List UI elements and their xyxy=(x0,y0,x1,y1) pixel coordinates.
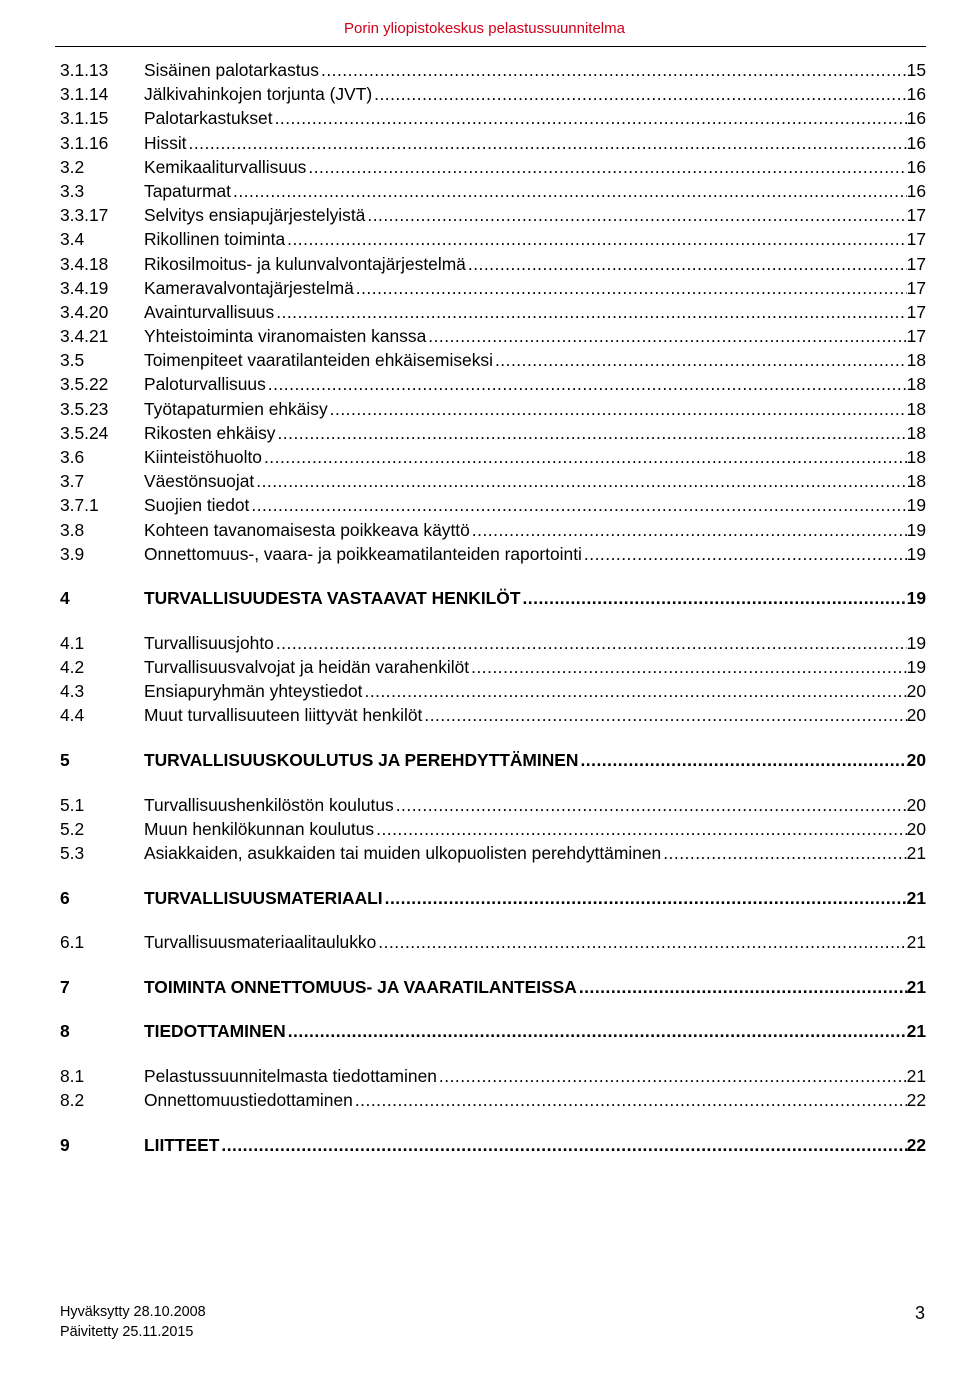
toc-leader xyxy=(362,681,906,702)
toc-number: 3.4.19 xyxy=(60,277,109,298)
toc-leader xyxy=(577,977,907,998)
toc-entry[interactable] xyxy=(60,1066,926,1090)
toc-title: Kohteen tavanomaisesta poikkeava käyttö xyxy=(144,519,470,540)
toc-entry[interactable] xyxy=(60,843,926,867)
toc-page: 21 xyxy=(906,976,926,997)
toc-number: 3.1.13 xyxy=(60,60,109,80)
toc-page: 17 xyxy=(906,229,926,250)
toc-title: Pelastussuunnitelmasta tiedottaminen xyxy=(144,1065,437,1086)
toc-number: 3.5.22 xyxy=(60,374,109,395)
toc-title: Rikosten ehkäisy xyxy=(144,422,276,443)
toc-entry[interactable] xyxy=(60,254,926,278)
toc-entry[interactable] xyxy=(60,278,926,302)
toc-title: Turvallisuushenkilöstön koulutus xyxy=(144,794,394,815)
toc-page: 18 xyxy=(906,374,926,395)
toc-chapter[interactable] xyxy=(60,888,926,912)
toc-page: 20 xyxy=(906,750,926,771)
toc-leader xyxy=(319,60,907,81)
toc-title: Sisäinen palotarkastus xyxy=(144,60,319,80)
toc-page: 21 xyxy=(906,1065,926,1086)
toc-number: 3.5 xyxy=(60,350,85,371)
toc-title: Turvallisuusjohto xyxy=(144,632,274,653)
toc-entry[interactable] xyxy=(60,229,926,253)
toc-chapter[interactable] xyxy=(60,1135,926,1159)
toc-page: 16 xyxy=(906,108,926,129)
toc-title: Kameravalvontajärjestelmä xyxy=(144,277,354,298)
toc-number: 4.4 xyxy=(60,705,85,726)
toc-entry[interactable] xyxy=(60,157,926,181)
toc-title: TURVALLISUUDESTA VASTAAVAT HENKILÖT xyxy=(144,588,521,609)
toc-leader xyxy=(493,350,907,371)
toc-page: 19 xyxy=(906,519,926,540)
header-title: Porin yliopistokeskus pelastussuunnitelma xyxy=(344,20,625,37)
toc-number: 3.1.14 xyxy=(60,84,109,105)
toc-page: 17 xyxy=(906,301,926,322)
toc-page: 17 xyxy=(906,277,926,298)
toc-leader xyxy=(470,520,907,541)
toc-title: Ensiapuryhmän yhteystiedot xyxy=(144,681,363,702)
toc-number: 3.4.18 xyxy=(60,253,109,274)
toc-title: Tapaturmat xyxy=(144,180,231,201)
toc-entry[interactable] xyxy=(60,423,926,447)
toc-number: 4.3 xyxy=(60,681,85,702)
toc-entry[interactable] xyxy=(60,471,926,495)
toc-page: 18 xyxy=(906,471,926,492)
toc-title: Paloturvallisuus xyxy=(144,374,266,395)
toc-leader xyxy=(274,302,906,323)
toc-leader xyxy=(661,843,906,864)
toc-leader xyxy=(286,1021,907,1042)
toc-entry[interactable] xyxy=(60,399,926,423)
toc-number: 8 xyxy=(60,1021,70,1042)
toc-leader xyxy=(374,819,907,840)
toc-entry[interactable] xyxy=(60,447,926,471)
toc-leader xyxy=(328,399,907,420)
toc-title: TOIMINTA ONNETTOMUUS- JA VAARATILANTEISSA xyxy=(144,976,577,997)
page-number: 3 xyxy=(914,1303,925,1323)
toc-number: 3.7.1 xyxy=(60,495,99,516)
toc-chapter[interactable] xyxy=(60,588,926,612)
toc-entry[interactable] xyxy=(60,819,926,843)
toc-page: 21 xyxy=(906,1021,926,1042)
toc-leader xyxy=(273,108,907,129)
toc-entry[interactable] xyxy=(60,795,926,819)
toc-page: 17 xyxy=(906,253,926,274)
toc-leader xyxy=(262,447,907,468)
toc-leader xyxy=(422,705,906,726)
toc-page: 20 xyxy=(906,818,926,839)
toc-title: Yhteistoiminta viranomaisten kanssa xyxy=(144,326,427,347)
toc-entry[interactable] xyxy=(60,495,926,519)
toc-page: 18 xyxy=(906,398,926,419)
toc-number: 3.4 xyxy=(60,229,85,250)
toc-number: 3.9 xyxy=(60,543,85,564)
toc-title: TURVALLISUUSKOULUTUS JA PEREHDYTTÄMINEN xyxy=(144,750,579,771)
toc-leader xyxy=(354,278,907,299)
toc-title: Työtapaturmien ehkäisy xyxy=(144,398,328,419)
toc-number: 4.1 xyxy=(60,632,85,653)
toc-leader xyxy=(582,544,907,565)
toc-entry[interactable] xyxy=(60,520,926,544)
toc-leader xyxy=(266,374,907,395)
header-rule xyxy=(55,46,926,47)
toc-number: 3.7 xyxy=(60,471,85,492)
toc-page: 20 xyxy=(906,705,926,726)
toc-number: 3.3 xyxy=(60,180,85,201)
toc-page: 18 xyxy=(906,422,926,443)
toc-entry[interactable] xyxy=(60,205,926,229)
toc-entry[interactable] xyxy=(60,374,926,398)
toc-number: 3.8 xyxy=(60,519,85,540)
toc-entry[interactable] xyxy=(60,181,926,205)
toc-leader xyxy=(426,326,906,347)
toc-number: 3.4.21 xyxy=(60,326,109,347)
toc-title: Rikollinen toiminta xyxy=(144,229,286,250)
toc-page: 19 xyxy=(906,543,926,564)
toc-number: 3.5.23 xyxy=(60,398,109,419)
toc-title: Väestönsuojat xyxy=(144,471,255,492)
toc-number: 7 xyxy=(60,976,70,997)
toc-page: 21 xyxy=(906,843,926,863)
toc-title: Toimenpiteet vaaratilanteiden ehkäisemiseksi xyxy=(144,350,493,371)
toc-chapter[interactable] xyxy=(60,977,926,1001)
toc-page: 21 xyxy=(906,932,926,953)
toc-number: 3.1.16 xyxy=(60,132,109,153)
toc-entry[interactable] xyxy=(60,681,926,705)
toc-title: Onnettomuustiedottaminen xyxy=(144,1090,353,1111)
toc-leader xyxy=(394,795,907,816)
toc-entry[interactable] xyxy=(60,932,926,956)
toc-page: 15 xyxy=(906,60,926,80)
toc-title: TIEDOTTAMINEN xyxy=(144,1021,286,1042)
toc-title: Muut turvallisuuteen liittyvät henkilöt xyxy=(144,705,423,726)
toc-page: 17 xyxy=(906,326,926,347)
toc-number: 3.1.15 xyxy=(60,108,109,129)
toc-leader xyxy=(285,229,907,250)
toc-leader xyxy=(469,657,907,678)
toc-entry[interactable] xyxy=(60,133,926,157)
toc-page: 22 xyxy=(906,1134,926,1155)
table-of-contents xyxy=(60,60,926,1159)
updated-date: Päivitetty 25.11.2015 xyxy=(60,1324,194,1340)
toc-title: Jälkivahinkojen torjunta (JVT) xyxy=(144,84,373,105)
toc-leader xyxy=(376,932,906,953)
toc-chapter[interactable] xyxy=(60,1021,926,1045)
toc-title: LIITTEET xyxy=(144,1134,220,1155)
toc-leader xyxy=(372,84,907,105)
toc-entry[interactable] xyxy=(60,350,926,374)
toc-number: 3.5.24 xyxy=(60,422,109,443)
toc-leader xyxy=(219,1135,906,1156)
toc-title: Kiinteistöhuolto xyxy=(144,447,262,467)
toc-number: 8.1 xyxy=(60,1065,85,1086)
toc-entry[interactable] xyxy=(60,633,926,657)
toc-leader xyxy=(353,1090,907,1111)
toc-entry[interactable] xyxy=(60,84,926,108)
toc-title: Hissit xyxy=(144,132,187,153)
toc-title: Onnettomuus-, vaara- ja poikkeamatilanteiden raportointi xyxy=(144,543,582,564)
toc-number: 3.6 xyxy=(60,447,85,467)
toc-page: 18 xyxy=(906,447,926,467)
toc-number: 5.1 xyxy=(60,794,85,815)
toc-leader xyxy=(231,181,907,202)
toc-title: TURVALLISUUSMATERIAALI xyxy=(144,887,383,908)
toc-page: 19 xyxy=(906,657,926,678)
toc-title: Asiakkaiden, asukkaiden tai muiden ulkopuolisten perehdyttäminen xyxy=(144,843,662,863)
toc-number: 4.2 xyxy=(60,657,85,678)
toc-entry[interactable] xyxy=(60,705,926,729)
toc-page: 22 xyxy=(906,1090,926,1111)
toc-number: 3.4.20 xyxy=(60,301,109,322)
toc-page: 16 xyxy=(906,132,926,153)
toc-number: 6.1 xyxy=(60,932,85,953)
toc-number: 5 xyxy=(60,750,70,771)
toc-entry[interactable] xyxy=(60,326,926,350)
toc-page: 19 xyxy=(906,495,926,516)
toc-leader xyxy=(274,633,907,654)
toc-page: 20 xyxy=(906,681,926,702)
toc-leader xyxy=(275,423,906,444)
toc-leader xyxy=(466,254,907,275)
toc-leader xyxy=(249,495,906,516)
toc-title: Rikosilmoitus- ja kulunvalvontajärjestelmä xyxy=(144,253,466,274)
toc-number: 5.3 xyxy=(60,843,85,863)
toc-title: Suojien tiedot xyxy=(144,495,250,516)
approved-date: Hyväksytty 28.10.2008 xyxy=(60,1304,206,1320)
toc-leader xyxy=(437,1066,907,1087)
toc-leader xyxy=(383,888,907,909)
toc-number: 8.2 xyxy=(60,1090,85,1111)
toc-entry[interactable] xyxy=(60,60,926,84)
toc-leader xyxy=(365,205,906,226)
toc-leader xyxy=(520,588,906,609)
toc-title: Turvallisuusvalvojat ja heidän varahenkilöt xyxy=(144,657,470,678)
toc-title: Muun henkilökunnan koulutus xyxy=(144,818,375,839)
toc-leader xyxy=(254,471,906,492)
toc-title: Selvitys ensiapujärjestelyistä xyxy=(144,205,366,226)
toc-number: 3.2 xyxy=(60,156,85,177)
toc-number: 5.2 xyxy=(60,818,85,839)
toc-title: Turvallisuusmateriaalitaulukko xyxy=(144,932,377,953)
toc-entry[interactable] xyxy=(60,544,926,568)
toc-page: 21 xyxy=(906,887,926,908)
toc-leader xyxy=(306,157,906,178)
toc-page: 17 xyxy=(906,205,926,226)
toc-page: 18 xyxy=(906,350,926,371)
toc-page: 16 xyxy=(906,180,926,201)
toc-entry[interactable] xyxy=(60,302,926,326)
toc-number: 6 xyxy=(60,887,70,908)
toc-page: 16 xyxy=(906,84,926,105)
toc-entry[interactable] xyxy=(60,657,926,681)
toc-title: Avainturvallisuus xyxy=(144,301,275,322)
toc-number: 9 xyxy=(60,1134,70,1155)
toc-page: 16 xyxy=(906,156,926,177)
footer xyxy=(60,1302,206,1342)
toc-page: 19 xyxy=(906,588,926,609)
toc-number: 4 xyxy=(60,588,70,609)
toc-number: 3.3.17 xyxy=(60,205,109,226)
toc-chapter[interactable] xyxy=(60,750,926,774)
toc-page: 20 xyxy=(906,794,926,815)
toc-title: Kemikaaliturvallisuus xyxy=(144,156,307,177)
toc-leader xyxy=(578,750,906,771)
toc-entry[interactable] xyxy=(60,108,926,132)
toc-leader xyxy=(187,133,907,154)
toc-entry[interactable] xyxy=(60,1090,926,1114)
toc-page: 19 xyxy=(906,632,926,653)
toc-title: Palotarkastukset xyxy=(144,108,273,129)
